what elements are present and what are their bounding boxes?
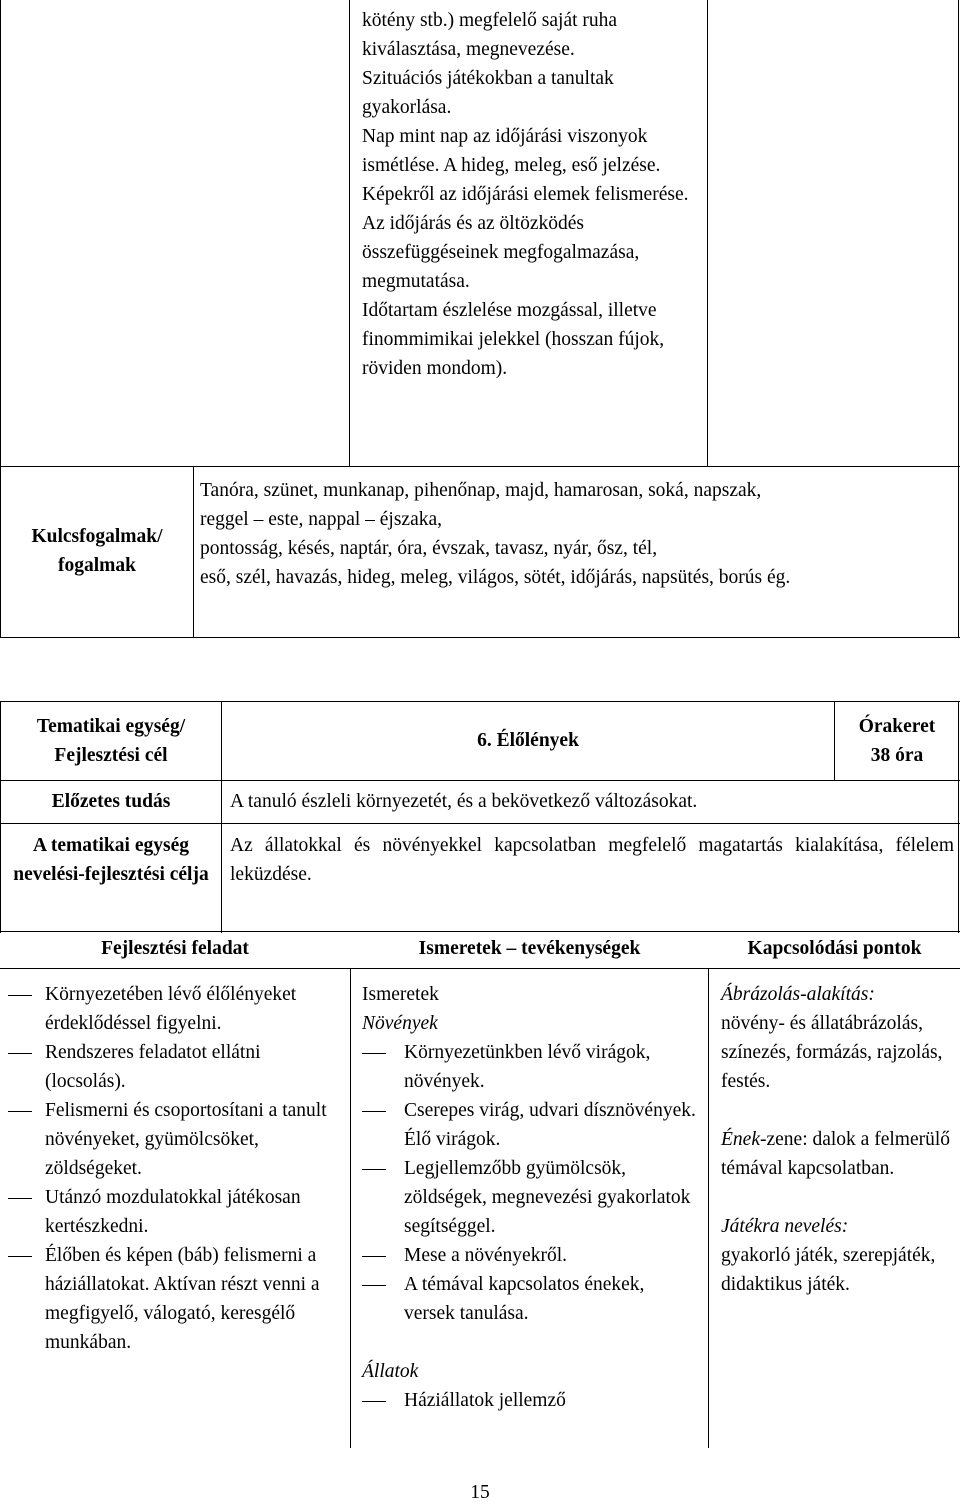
page-number: 15 bbox=[470, 1482, 490, 1503]
orakeret-label: Órakeret bbox=[858, 716, 936, 737]
enek-title: Ének bbox=[721, 1129, 760, 1150]
top-table-bottom-border bbox=[0, 637, 960, 638]
kulcsfogalmak-line: pontosság, késés, naptár, óra, évszak, tavasz, nyár, ősz, tél, bbox=[200, 538, 658, 559]
kapcsolodasi-block bbox=[721, 1212, 953, 1299]
header-kapcsolodasi: Kapcsolódási pontok bbox=[747, 938, 922, 959]
noveny-title: Növények bbox=[362, 1013, 438, 1034]
continuation-paragraph: Szituációs játékokban a tanultak gyakorlása. bbox=[362, 68, 614, 118]
spacer bbox=[721, 1183, 953, 1212]
unit-table-row-border-3 bbox=[0, 931, 960, 932]
kapcsolodasi-block bbox=[721, 980, 953, 1096]
ismeretek-cell bbox=[362, 980, 700, 1415]
header-fejlesztesi-feladat: Fejlesztési feladat bbox=[101, 938, 249, 959]
continuation-paragraph: Nap mint nap az időjárási viszonyok ismétlése. A hideg, meleg, eső jelzése. Képekről az időjárási elemek felismerése. bbox=[362, 126, 689, 205]
unit-title: 6. Élőlények bbox=[477, 730, 579, 751]
list-item: Környezetében lévő élőlényeket érdeklődéssel figyelni. bbox=[0, 980, 346, 1038]
kulcsfogalmak-label: Kulcsfogalmak/ fogalmak bbox=[31, 526, 163, 576]
spacer bbox=[721, 1096, 953, 1125]
continuation-paragraph: Az időjárás és az öltözködés összefüggéseinek megfogalmazása, megmutatása. bbox=[362, 213, 640, 292]
unit-table-right-border bbox=[958, 701, 959, 933]
continuation-paragraph: kötény stb.) megfelelő saját ruha kiválasztása, megnevezése. bbox=[362, 10, 618, 60]
orakeret-bottom bbox=[834, 780, 960, 781]
spacer bbox=[362, 1328, 700, 1357]
list-item: Cserepes virág, udvari dísznövények. Élő virágok. bbox=[362, 1096, 700, 1154]
list-item: Élőben és képen (báb) felismerni a háziállatokat. Aktívan részt venni a megfigyelő, válogató, keresgélő munkában. bbox=[0, 1241, 346, 1357]
elozetes-text: A tanuló észleli környezetét, és a bekövetkező változásokat. bbox=[230, 791, 698, 812]
list-item: Legjellemzőbb gyümölcsök, zöldségek, megnevezési gyakorlatok segítséggel. bbox=[362, 1154, 700, 1241]
list-item: Felismerni és csoportosítani a tanult növényeket, gyümölcsöket, zöldségeket. bbox=[0, 1096, 346, 1183]
allatok-title: Állatok bbox=[362, 1361, 419, 1382]
kulcsfogalmak-cell bbox=[200, 476, 952, 592]
abrazolas-text: növény- és állatábrázolás, színezés, formázás, rajzolás, festés. bbox=[721, 1013, 943, 1092]
list-item: Környezetünkben lévő virágok, növények. bbox=[362, 1038, 700, 1096]
list-item: A témával kapcsolatos énekek, versek tanulása. bbox=[362, 1270, 700, 1328]
kulcsfogalmak-divider bbox=[193, 466, 194, 638]
kulcsfogalmak-line: reggel – este, nappal – éjszaka, bbox=[200, 509, 443, 530]
list-item: Mese a növényekről. bbox=[362, 1241, 700, 1270]
top-table-divider-2 bbox=[707, 0, 708, 467]
jatekra-text: gyakorló játék, szerepjáték, didaktikus játék. bbox=[721, 1245, 936, 1295]
unit-table-header-bottom bbox=[0, 968, 960, 969]
unit-table-row-border-1 bbox=[0, 780, 960, 781]
unit-table-left-border bbox=[0, 701, 1, 933]
tematikai-label: Tematikai egység/ Fejlesztési cél bbox=[36, 716, 186, 766]
top-table-left-border bbox=[0, 0, 1, 638]
cel-label: A tematikai egység nevelési-fejlesztési célja bbox=[13, 835, 209, 885]
unit-table-row-border-2 bbox=[0, 823, 960, 824]
fejlesztesi-feladat-list bbox=[0, 980, 346, 1357]
elozetes-label: Előzetes tudás bbox=[51, 791, 171, 812]
list-item: Rendszeres feladatot ellátni (locsolás). bbox=[0, 1038, 346, 1096]
enek-text: -zene: dalok a felmerülő témával kapcsolatban. bbox=[721, 1129, 951, 1179]
col-divider-1 bbox=[350, 968, 351, 1448]
unit-table-top-border bbox=[0, 701, 960, 702]
list-item: Utánzó mozdulatokkal játékosan kertészkedni. bbox=[0, 1183, 346, 1241]
kulcsfogalmak-line: Tanóra, szünet, munkanap, pihenőnap, majd, hamarosan, soká, napszak, bbox=[200, 480, 762, 501]
continuation-cell bbox=[362, 6, 698, 383]
cel-text: Az állatokkal és növényekkel kapcsolatban megfelelő magatartás kialakítása, félelem leküzdése. bbox=[230, 835, 954, 885]
abrazolas-title: Ábrázolás-alakítás: bbox=[721, 984, 875, 1005]
top-table-row-border bbox=[0, 466, 960, 467]
continuation-paragraph: Időtartam észlelése mozgással, illetve finommimikai jelekkel (hosszan fújok, röviden mondom). bbox=[362, 300, 665, 379]
top-table-divider-1 bbox=[349, 0, 350, 467]
kulcsfogalmak-line: eső, szél, havazás, hideg, meleg, világos, sötét, időjárás, napsütés, borús ég. bbox=[200, 567, 791, 588]
orakeret-value: 38 óra bbox=[870, 745, 924, 766]
jatekra-title: Játékra nevelés: bbox=[721, 1216, 849, 1237]
list-item: Háziállatok jellemző bbox=[362, 1386, 700, 1415]
col-divider-2 bbox=[708, 968, 709, 1448]
header-ismeretek: Ismeretek – tevékenységek bbox=[418, 938, 641, 959]
kapcsolodasi-block bbox=[721, 1125, 953, 1183]
kapcsolodasi-cell bbox=[721, 980, 953, 1299]
ismeretek-heading: Ismeretek bbox=[362, 984, 439, 1005]
top-table-right-border bbox=[958, 0, 959, 638]
